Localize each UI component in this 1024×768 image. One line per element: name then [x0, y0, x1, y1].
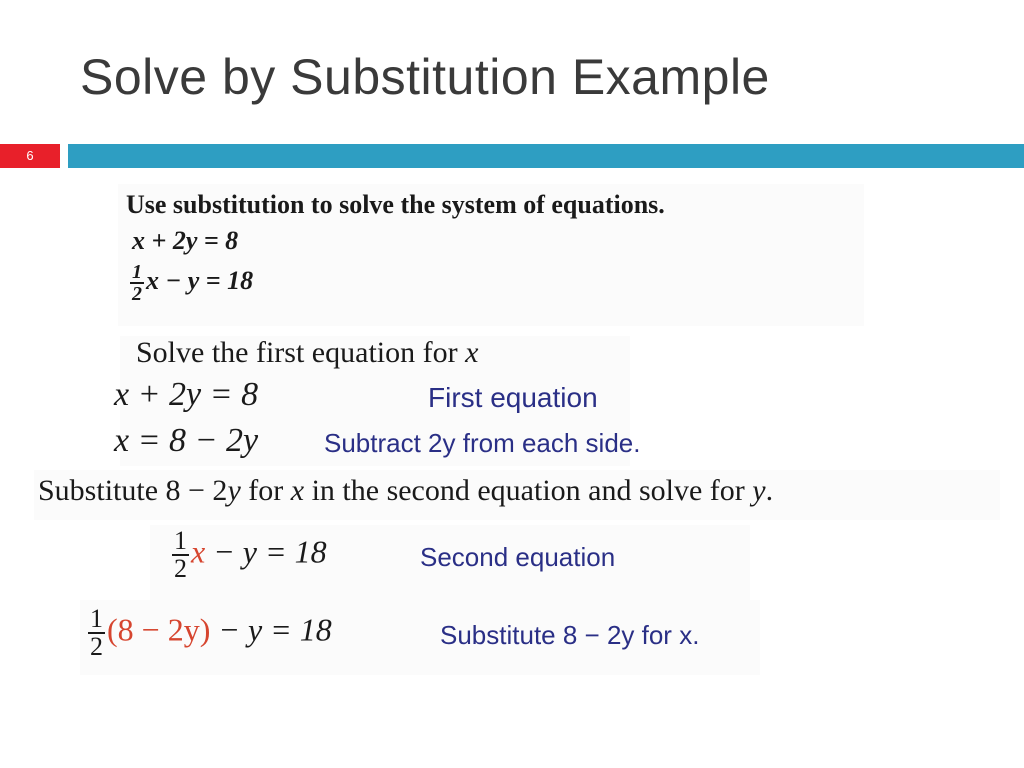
step1-equation-b: x = 8 − 2y: [114, 422, 259, 459]
step2-var-y: y: [227, 474, 241, 507]
step2-note-second: Second equation: [420, 542, 616, 572]
header-rule-bar: [68, 144, 1024, 168]
highlighted-substitution: (8 − 2y): [107, 611, 211, 648]
equation-rest: − y = 18: [159, 265, 254, 295]
fraction-numerator: 1: [174, 526, 187, 555]
fraction-numerator: 1: [90, 604, 103, 633]
fraction-denominator: 2: [90, 632, 103, 661]
fraction-denominator: 2: [132, 283, 142, 305]
step2-heading: [38, 474, 773, 508]
problem-equation-2: [130, 262, 253, 304]
step2-text-a: Substitute 8 − 2: [38, 474, 228, 507]
fraction-one-half: [130, 262, 144, 304]
problem-instruction: Use substitution to solve the system of equations.: [126, 190, 665, 219]
problem-equation-1: x + 2y = 8: [132, 226, 239, 255]
fraction-one-half: [88, 606, 105, 660]
equation-rest: − y = 18: [210, 611, 332, 648]
step2-equation-substitute: [88, 606, 332, 660]
step2-text-d: .: [765, 474, 774, 507]
step1-equation-a: x + 2y = 8: [114, 376, 259, 413]
fraction-numerator: 1: [132, 261, 142, 283]
slide-title: Solve by Substitution Example: [80, 49, 770, 105]
fraction-denominator: 2: [174, 554, 187, 583]
step1-variable: x: [465, 336, 479, 369]
step2-equation-second: [172, 528, 327, 582]
step2-var-x: x: [290, 474, 305, 507]
step2-text-c: in the second equation and solve for: [304, 474, 753, 507]
fraction-one-half: [172, 528, 189, 582]
highlighted-variable: x: [191, 533, 206, 570]
step2-text-b: for: [240, 474, 291, 507]
step1-note-a: First equation: [428, 382, 598, 413]
step1-text: Solve the first equation for: [136, 336, 466, 369]
step1-note-b: Subtract 2y from each side.: [324, 428, 641, 458]
step1-heading: [136, 336, 478, 370]
slide-number-badge: 6: [0, 144, 60, 168]
step2-note-substitute: Substitute 8 − 2y for x.: [440, 620, 700, 650]
equation-variable: x: [146, 265, 159, 295]
step2-var-y2: y: [752, 474, 766, 507]
equation-rest: − y = 18: [205, 533, 327, 570]
